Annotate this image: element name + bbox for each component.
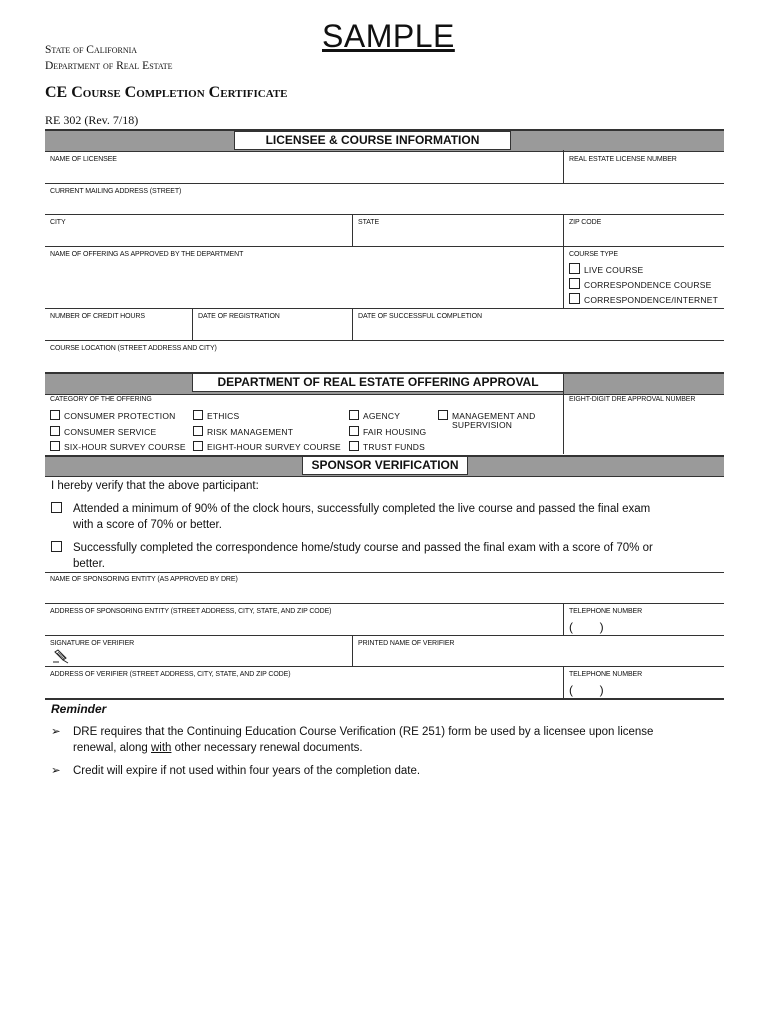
course-type-correspondence[interactable]: CORRESPONDENCE COURSE <box>569 278 711 290</box>
checkbox-icon[interactable] <box>50 410 60 420</box>
checkbox-icon[interactable] <box>569 278 580 289</box>
credit-hours-label: NUMBER OF CREDIT HOURS <box>50 313 145 320</box>
entity-name-label: NAME OF SPONSORING ENTITY (AS APPROVED BY DRE) <box>50 576 238 583</box>
agency-department: Department of Real Estate <box>45 60 173 72</box>
checkbox-icon[interactable] <box>50 441 60 451</box>
category-six-hour[interactable]: SIX-HOUR SURVEY COURSE <box>50 441 186 452</box>
checkbox-icon[interactable] <box>349 441 359 451</box>
licensee-name-label: NAME OF LICENSEE <box>50 156 117 163</box>
entity-telephone-field[interactable]: ( ) <box>569 620 604 634</box>
reminder-item-1: DRE requires that the Continuing Education Course Verification (RE 251) form be used by a licensee upon license renewal, along with other necessary renewal documents. <box>73 726 654 754</box>
verify-option-correspondence[interactable] <box>51 541 66 557</box>
category-ethics[interactable]: ETHICS <box>193 410 239 421</box>
city-label: CITY <box>50 219 66 226</box>
verifier-telephone-field[interactable]: ( ) <box>569 683 604 697</box>
checkbox-icon[interactable] <box>438 410 448 420</box>
checkbox-icon[interactable] <box>569 293 580 304</box>
checkbox-icon[interactable] <box>193 410 203 420</box>
checkbox-icon[interactable] <box>569 263 580 274</box>
signature-label: SIGNATURE OF VERIFIER <box>50 640 135 647</box>
verify-option-correspondence-text: Successfully completed the correspondence home/study course and passed the final exam with a score of 70% or better. <box>73 542 653 570</box>
category-label: CATEGORY OF THE OFFERING <box>50 396 152 403</box>
course-type-internet[interactable]: CORRESPONDENCE/INTERNET <box>569 293 718 305</box>
state-label: STATE <box>358 219 380 226</box>
category-management[interactable]: MANAGEMENT AND SUPERVISION <box>438 410 535 430</box>
verify-option-live-text: Attended a minimum of 90% of the clock hours, successfully completed the live course and passed the final exam with a score of 70% or better. <box>73 503 651 531</box>
mailing-address-label: CURRENT MAILING ADDRESS (STREET) <box>50 188 182 195</box>
verify-option-live[interactable] <box>51 502 66 518</box>
offering-name-label: NAME OF OFFERING AS APPROVED BY THE DEPARTMENT <box>50 251 244 258</box>
reminder-item-2: Credit will expire if not used within four years of the completion date. <box>73 765 421 777</box>
agency-state: State of California <box>45 44 138 56</box>
category-consumer-protection[interactable]: CONSUMER PROTECTION <box>50 410 175 421</box>
category-agency[interactable]: AGENCY <box>349 410 400 421</box>
license-number-label: REAL ESTATE LICENSE NUMBER <box>569 156 677 163</box>
reminder-heading: Reminder <box>51 702 107 716</box>
category-eight-hour[interactable]: EIGHT-HOUR SURVEY COURSE <box>193 441 341 452</box>
category-consumer-service[interactable]: CONSUMER SERVICE <box>50 426 156 437</box>
sponsor-section-title: SPONSOR VERIFICATION <box>302 456 468 475</box>
printed-name-label: PRINTED NAME OF VERIFIER <box>358 640 455 647</box>
form-title: CE Course Completion Certificate <box>45 84 288 101</box>
course-location-label: COURSE LOCATION (STREET ADDRESS AND CITY) <box>50 345 217 352</box>
checkbox-icon[interactable] <box>51 541 62 552</box>
approval-section-title: DEPARTMENT OF REAL ESTATE OFFERING APPROVAL <box>192 373 564 392</box>
form-revision: RE 302 (Rev. 7/18) <box>45 113 139 127</box>
course-type-label: COURSE TYPE <box>569 251 618 258</box>
category-fair-housing[interactable]: FAIR HOUSING <box>349 426 426 437</box>
registration-date-label: DATE OF REGISTRATION <box>198 313 280 320</box>
entity-address-label: ADDRESS OF SPONSORING ENTITY (STREET ADDRESS, CITY, STATE, AND ZIP CODE) <box>50 608 332 615</box>
arrow-bullet-icon: ➢ <box>51 765 61 777</box>
verify-intro: I hereby verify that the above participant: <box>51 480 259 492</box>
category-trust-funds[interactable]: TRUST FUNDS <box>349 441 425 452</box>
sample-watermark: SAMPLE <box>322 18 455 54</box>
checkbox-icon[interactable] <box>349 410 359 420</box>
checkbox-icon[interactable] <box>51 502 62 513</box>
checkbox-icon[interactable] <box>349 426 359 436</box>
checkbox-icon[interactable] <box>193 441 203 451</box>
arrow-bullet-icon: ➢ <box>51 726 61 738</box>
course-type-live[interactable]: LIVE COURSE <box>569 263 643 275</box>
approval-number-label: EIGHT-DIGIT DRE APPROVAL NUMBER <box>569 396 696 403</box>
checkbox-icon[interactable] <box>50 426 60 436</box>
entity-telephone-label: TELEPHONE NUMBER <box>569 608 643 615</box>
verifier-telephone-label: TELEPHONE NUMBER <box>569 671 643 678</box>
checkbox-icon[interactable] <box>193 426 203 436</box>
verifier-address-label: ADDRESS OF VERIFIER (STREET ADDRESS, CITY, STATE, AND ZIP CODE) <box>50 671 291 678</box>
completion-date-label: DATE OF SUCCESSFUL COMPLETION <box>358 313 482 320</box>
category-risk-management[interactable]: RISK MANAGEMENT <box>193 426 293 437</box>
zip-label: ZIP CODE <box>569 219 602 226</box>
licensee-section-title: LICENSEE & COURSE INFORMATION <box>234 131 511 150</box>
